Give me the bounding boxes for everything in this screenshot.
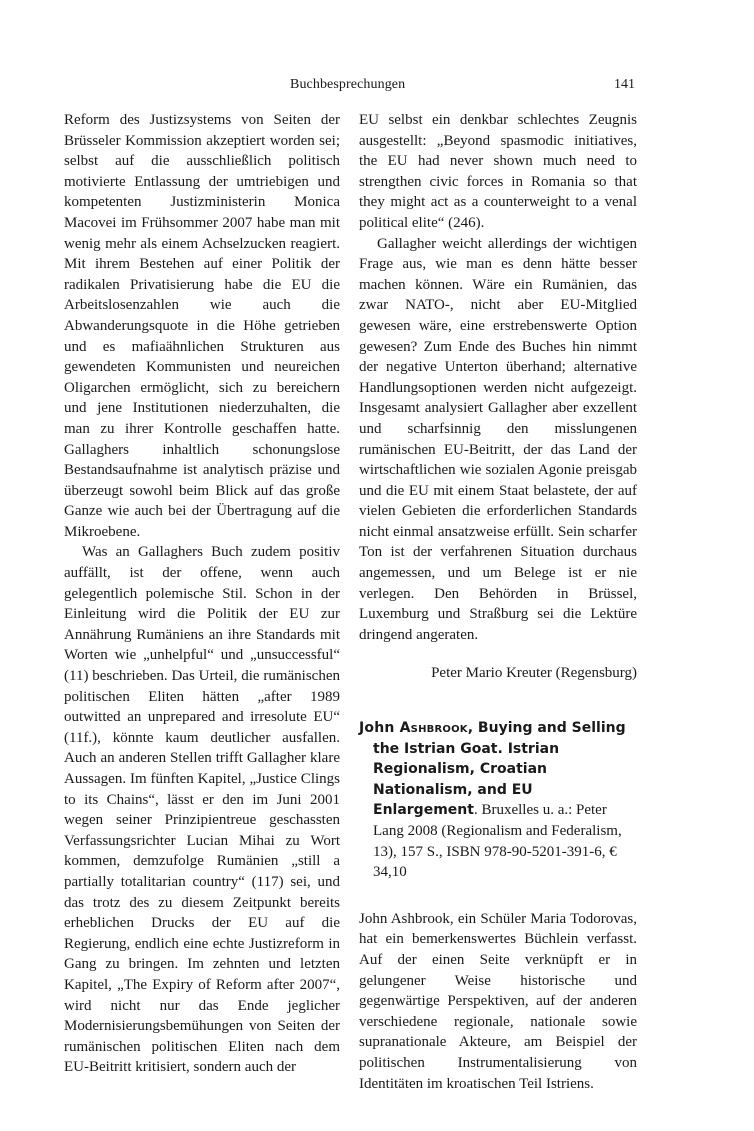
reviewer-signature: Peter Mario Kreuter (Regensburg) — [431, 665, 637, 682]
book-author-last: Ashbrook — [399, 720, 468, 737]
book-author-first: John — [359, 720, 400, 737]
paragraph: Gallagher weicht allerdings der wichtigen Frage aus, wie man es denn hätte besser machen können. Wäre ein Rumänien, das zwar NATO-, nicht aber EU-Mitglied gewesen wäre, eine erstrebenswerte Option gewesen? Zum Ende des Buches hin nimmt der negative Unterton überhand; alternative Handlungsoptionen werden nicht aufgezeigt. Insgesamt analysiert Gallagher aber exzellent und scharfsinnig den misslungenen rumänischen EU-Beitritt, der das Land der wirtschaftlichen wie sozialen Agonie preisgab und die EU mit einem Staat belastete, der auf vielen Gebieten die erforderlichen Standards nicht einmal ansatzweise erfüllt. Sein scharfer Ton ist der verfahrenen Situation durchaus angemessen, und um Belege ist er nie verlegen. Den Behörden in Brüssel, Luxemburg und Straßburg sei die Lektüre dringend angeraten. — [359, 235, 637, 643]
page-number: 141 — [614, 77, 635, 92]
left-column — [64, 110, 340, 1078]
right-column — [359, 110, 637, 1094]
paragraph: Reform des Justizsystems von Seiten der Brüsseler Kommission akzeptiert worden sei; selbst auf die ausschließlich politisch motivierte Entlassung der umtriebigen und kompetenten Justizministerin Monica Macovei im Frühsommer 2007 habe man mit wenig mehr als einem Achselzucken reagiert. Mit ihrem Bestehen auf einer Politik der radikalen Privatisierung habe die EU die Arbeitslosenzahlen wie auch die Abwanderungsquote in die Höhe getrieben und es mafiaähnlichen Strukturen aus gewendeten Kommunisten und neureichen Oligarchen ermöglicht, sich zu bereichern und jene Institutionen niederzuhalten, die man zu ihrer Kontrolle geschaffen hatte. Gallaghers inhaltlich schonungslose Bestandsaufnahme ist analytisch präzise und überzeugt sowohl beim Blick auf das große Ganze wie auch bei der Übertragung auf die Mikroebene. — [64, 112, 340, 540]
paragraph: EU selbst ein denkbar schlechtes Zeugnis ausgestellt: „Beyond spasmodic initiatives, the EU had never shown much need to strengthen civic forces in Romania so that they might act as a counterweight to a venal political elite“ (246). — [359, 112, 637, 231]
book-details: . Bruxelles u. a.: Peter Lang 2008 (Regionalism and Federalism, 13), 157 S., ISBN 978-90-5201-391-6, € 34,10 — [373, 802, 622, 881]
paragraph: Was an Gallaghers Buch zudem positiv auffällt, ist der offene, wenn auch gelegentlich polemische Stil. Schon in der Einleitung wird die Politik der EU zur Annährung Rumäniens an ihre Standards mit Worten wie „unhelpful“ und „unsuccessful“ (11) beschrieben. Das Urteil, die rumänischen politischen Eliten hätten „after 1989 outwitted an unprepared and irresolute EU“ (11f.), könnte kaum deutlicher ausfallen. Auch an anderen Stellen trifft Gallagher klare Aussagen. Im fünften Kapitel, „Justice Clings to its Chains“, lässt er den im Juni 2001 wegen seiner Prinzipientreue geschassten Verfassungsrichter Lucian Mihai zu Wort kommen, demzufolge Rumänien „still a partially totalitarian country“ (117) sei, und das trotz des zu diesem Zeitpunkt bereits erheblichen Drucks der EU auf die Regierung, endlich eine echte Justizreform in Gang zu bringen. Im zehnten und letzten Kapitel, „The Expiry of Reform after 2007“, wird nicht nur das Ende jeglicher Modernisierungsbemühungen von Seiten der rumänischen politischen Eliten nach dem EU-Beitritt kritisiert, sondern auch der — [64, 544, 340, 1076]
running-title: Buchbesprechungen — [290, 77, 406, 92]
bibliographic-entry — [359, 718, 637, 883]
paragraph: John Ashbrook, ein Schüler Maria Todorovas, hat ein bemerkenswertes Büchlein verfasst. Auf der einen Seite verknüpft er in gelungener Weise historische und gegenwärtige Perspektiven, auf der anderen verschiedene regionale, nationale sowie supranationale Akteure, am Beispiel der politischen Instrumentalisierung von Identitäten im kroatischen Teil Istriens. — [359, 910, 637, 1092]
book-title: , Buying and Selling the Istrian Goat. Istrian Regionalism, Croatian Nationalism, and EU Enlargement — [373, 720, 626, 819]
